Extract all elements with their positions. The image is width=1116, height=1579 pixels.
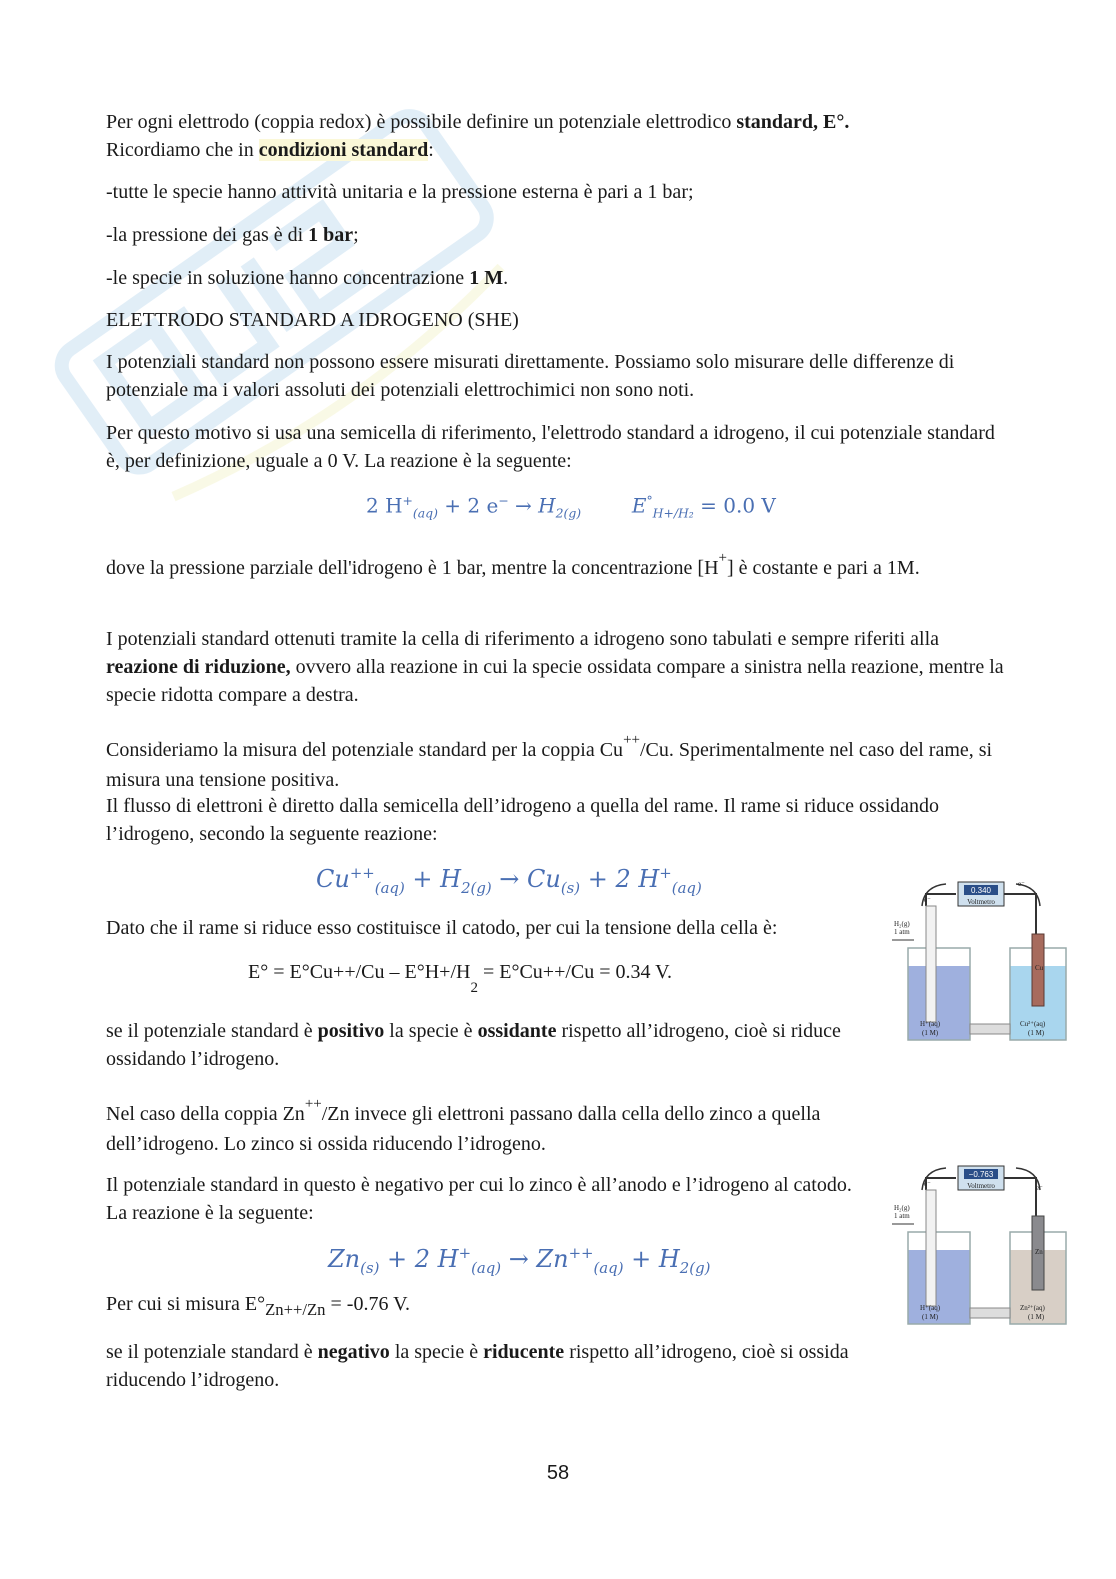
svg-text:(1 M): (1 M) — [1028, 1029, 1045, 1037]
svg-text:Cu²⁺(aq): Cu²⁺(aq) — [1020, 1020, 1046, 1028]
equation-copper: $Cu^{++}_{(aq)} + H_{2(g)} \to Cu_{(s)} + 2$ $H^+_{(aq)}$ — [316, 864, 702, 897]
svg-text:H⁺(aq): H⁺(aq) — [920, 1020, 941, 1028]
paragraph-negative: se il potenziale standard è negativo la specie è riducente rispetto all’idrogeno, cioè si ossida riducendo l’idrogeno. — [106, 1341, 849, 1391]
svg-text:(1 M): (1 M) — [1028, 1313, 1045, 1321]
paragraph-cathode: Dato che il rame si riduce esso costituisce il catodo, per cui la tensione della cella è: — [106, 917, 778, 939]
svg-text:1 atm: 1 atm — [894, 928, 910, 936]
svg-text:e⁻: e⁻ — [1018, 880, 1025, 888]
svg-text:(1 M): (1 M) — [922, 1313, 939, 1321]
intro-paragraph: Per ogni elettrodo (coppia redox) è possibile definire un potenziale elettrodico standard, E°. Ricordiamo che in condizioni standard: — [106, 111, 850, 161]
equation-cell-voltage: $E^\circ = E^\circ Cu++/Cu - E^\circ H+/H_2 = E^\circ Cu++/Cu = 0.34$ V. — [248, 961, 673, 996]
paragraph-reference-cell: Per questo motivo si usa una semicella di riferimento, l'elettrodo standard a idrogeno, il cui potenziale standard è, per definizione, uguale a 0 V. La reazione è la seguente: — [106, 422, 995, 472]
svg-text:Zn²⁺(aq): Zn²⁺(aq) — [1020, 1304, 1045, 1312]
paragraph-copper-couple: Consideriamo la misura del potenziale standard per la coppia Cu++/Cu. Sperimentalmente nel caso del rame, si misura una tensione positiva. — [106, 732, 993, 791]
svg-text:H₂(g): H₂(g) — [894, 920, 910, 928]
condition-concentration: -le specie in soluzione hanno concentrazione 1 M. — [106, 267, 509, 289]
svg-text:Zn: Zn — [1035, 1248, 1043, 1256]
svg-text:Cu: Cu — [1035, 964, 1044, 972]
zinc-voltage-readout: −0.763 — [968, 1170, 994, 1179]
svg-text:e⁻: e⁻ — [1036, 1184, 1043, 1192]
paragraph-tabulated: I potenziali standard ottenuti tramite la cella di riferimento a idrogeno sono tabulati e sempre riferiti alla reazione di riduzione, ovvero alla reazione in cui la specie ossidata compare a sinistra nella reazione, mentre la specie ridotta compare a destra. — [106, 628, 1004, 706]
paragraph-zinc-measure: Per cui si misura $E^\circ_{Zn++/Zn} = -0.76$ V. — [106, 1293, 410, 1319]
svg-text:H₂(g): H₂(g) — [894, 1204, 910, 1212]
paragraph-positive: se il potenziale standard è positivo la specie è ossidante rispetto all’idrogeno, cioè si riduce ossidando l’idrogeno. — [106, 1020, 841, 1070]
svg-text:e⁻: e⁻ — [924, 896, 931, 904]
equation-zinc: $Zn_{(s)} + 2$ $H^+_{(aq)} \to Zn^{++}_{(aq)} + H_{2(g)}$ — [328, 1244, 711, 1277]
paragraph-electron-flow: Il flusso di elettroni è diretto dalla semicella dell’idrogeno a quella del rame. Il rame si riduce ossidando l’idrogeno, secondo la seguente reazione: — [106, 795, 940, 845]
paragraph-measurement: I potenziali standard non possono essere misurati direttamente. Possiamo solo misurare delle differenze di potenziale ma i valori assoluti dei potenziali elettrochimici non sono noti. — [106, 351, 955, 401]
section-heading: ELETTRODO STANDARD A IDROGENO (SHE) — [106, 309, 519, 331]
svg-text:Voltmetro: Voltmetro — [967, 1182, 995, 1190]
condition-gas-pressure: -la pressione dei gas è di 1 bar; — [106, 224, 359, 246]
paragraph-zinc-couple: Nel caso della coppia Zn++/Zn invece gli elettroni passano dalla cella dello zinco a quella dell’idrogeno. Lo zinco si ossida riducendo l’idrogeno. — [106, 1096, 821, 1155]
condition-activity: -tutte le specie hanno attività unitaria e la pressione esterna è pari a 1 bar; — [106, 181, 694, 203]
paragraph-zinc-negative: Il potenziale standard in questo è negativo per cui lo zinco è all’anodo e l’idrogeno al catodo. La reazione è la seguente: — [106, 1174, 852, 1224]
zinc-cell-diagram — [886, 1160, 1068, 1330]
copper-cell-diagram — [886, 876, 1068, 1044]
svg-text:H⁺(aq): H⁺(aq) — [920, 1304, 941, 1312]
svg-text:1 atm: 1 atm — [894, 1212, 910, 1220]
copper-voltage-readout: 0.340 — [970, 886, 992, 895]
svg-text:Voltmetro: Voltmetro — [967, 898, 995, 906]
equation-she: 2 $H^+_{(aq)} + 2$ $e^- \to H_{2(g)}$ $E^\circ_{H+/H_2} = 0.0$ V — [366, 493, 776, 521]
paragraph-she-conditions: dove la pressione parziale dell'idrogeno è 1 bar, mentre la concentrazione [H+] è costante e pari a 1M. — [106, 550, 920, 579]
svg-text:e⁻: e⁻ — [924, 1180, 931, 1188]
svg-text:(1 M): (1 M) — [922, 1029, 939, 1037]
page-number: 58 — [546, 1462, 570, 1484]
